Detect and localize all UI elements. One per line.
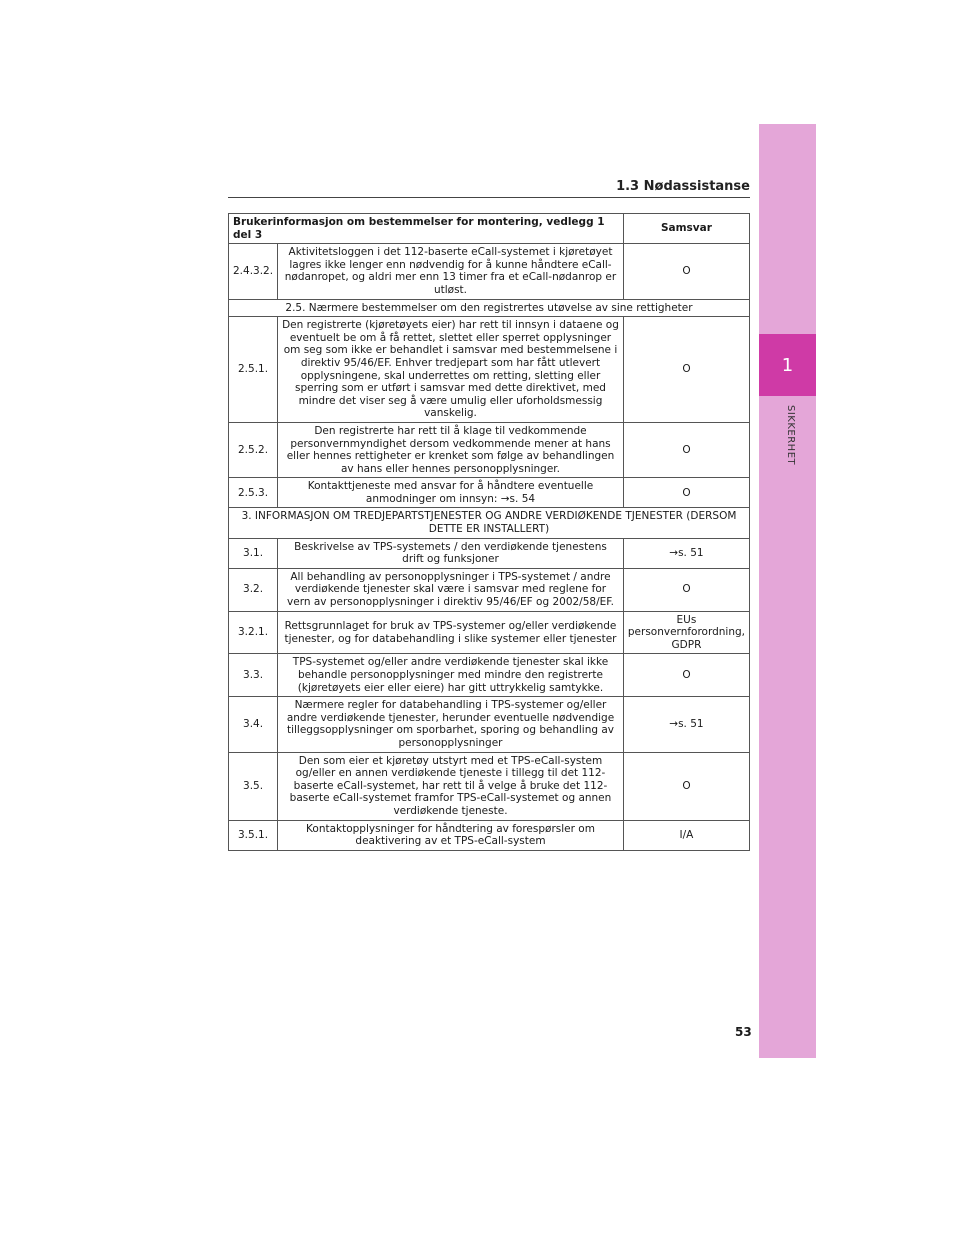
title-divider xyxy=(228,197,750,198)
table-row xyxy=(229,654,750,697)
table-header-row xyxy=(229,214,750,244)
compliance-table xyxy=(228,213,750,851)
row-number: 3.1. xyxy=(229,538,278,568)
row-number: 3.2. xyxy=(229,568,278,611)
row-compliance: O xyxy=(623,422,749,477)
row-number: 2.5.1. xyxy=(229,317,278,423)
row-compliance: I/A xyxy=(623,820,749,850)
row-number: 2.5.3. xyxy=(229,478,278,508)
table-row xyxy=(229,538,750,568)
row-compliance: EUs personvernforordning, GDPR xyxy=(623,611,749,654)
row-number: 3.4. xyxy=(229,697,278,752)
row-number: 2.5.2. xyxy=(229,422,278,477)
table-row xyxy=(229,478,750,508)
row-compliance: →s. 51 xyxy=(623,538,749,568)
table-row xyxy=(229,611,750,654)
row-number: 3.5.1. xyxy=(229,820,278,850)
table-row xyxy=(229,568,750,611)
section-heading: 2.5. Nærmere bestemmelser om den registrertes utøvelse av sine rettigheter xyxy=(229,299,750,317)
chapter-number-box xyxy=(759,334,816,396)
table-row xyxy=(229,317,750,423)
row-description: Den som eier et kjøretøy utstyrt med et TPS-eCall-system og/eller en annen verdiøkende tjeneste i tillegg til det 112-baserte eCall-systemet, har rett til å velge å bruke det 112-baserte eCall-systemet framfor TPS-eCall-systemet og annen verdiøkende tjeneste. xyxy=(278,752,624,820)
table-row xyxy=(229,697,750,752)
table-header-info: Brukerinformasjon om bestemmelser for montering, vedlegg 1 del 3 xyxy=(229,214,624,244)
table-row xyxy=(229,820,750,850)
table-row xyxy=(229,244,750,299)
row-description: Rettsgrunnlaget for bruk av TPS-systemer og/eller verdiøkende tjenester, og for databehandling i slike systemer eller tjenester xyxy=(278,611,624,654)
row-description: Den registrerte har rett til å klage til vedkommende personvernmyndighet dersom vedkommende mener at hans eller hennes rettigheter er krenket som følge av behandlingen av hans eller hennes personopplysninger. xyxy=(278,422,624,477)
row-description: Nærmere regler for databehandling i TPS-systemer og/eller andre verdiøkende tjenester, herunder eventuelle nødvendige tilleggsopplysninger om sporbarhet, sporing og behandling av personopplysninger xyxy=(278,697,624,752)
row-compliance: O xyxy=(623,317,749,423)
row-description: TPS-systemet og/eller andre verdiøkende tjenester skal ikke behandle personopplysninger med mindre den registrerte (kjøretøyets eier eller eiere) har gitt uttrykkelig samtykke. xyxy=(278,654,624,697)
page-number: 53 xyxy=(735,1025,752,1039)
row-description: Kontakttjeneste med ansvar for å håndtere eventuelle anmodninger om innsyn: →s. 54 xyxy=(278,478,624,508)
chapter-label: SIKKERHET xyxy=(785,405,796,466)
row-description: Den registrerte (kjøretøyets eier) har rett til innsyn i dataene og eventuelt be om å få rettet, slettet eller sperret opplysninger om seg som ikke er behandlet i samsvar med bestemmelsene i direktiv 95/46/EF. Enhver tredjepart som har fått utlevert opplysningene, skal underrettes om retting, sletting eller sperring som er utført i samsvar med dette direktivet, med mindre det viser seg å være umulig eller uforholdsmessig vanskelig. xyxy=(278,317,624,423)
table-row xyxy=(229,422,750,477)
table-section-row xyxy=(229,508,750,538)
section-title: 1.3 Nødassistanse xyxy=(616,179,750,194)
row-compliance: O xyxy=(623,752,749,820)
row-compliance: O xyxy=(623,244,749,299)
row-description: Beskrivelse av TPS-systemets / den verdiøkende tjenestens drift og funksjoner xyxy=(278,538,624,568)
table-header-compliance: Samsvar xyxy=(623,214,749,244)
table-row xyxy=(229,752,750,820)
row-compliance: O xyxy=(623,478,749,508)
row-description: Kontaktopplysninger for håndtering av forespørsler om deaktivering av et TPS-eCall-system xyxy=(278,820,624,850)
chapter-side-tab xyxy=(759,124,816,1058)
chapter-number: 1 xyxy=(781,354,794,376)
row-number: 3.2.1. xyxy=(229,611,278,654)
row-number: 3.3. xyxy=(229,654,278,697)
section-heading: 3. INFORMASJON OM TREDJEPARTSTJENESTER OG ANDRE VERDIØKENDE TJENESTER (DERSOM DETTE ER INSTALLERT) xyxy=(229,508,750,538)
row-compliance: →s. 51 xyxy=(623,697,749,752)
row-number: 2.4.3.2. xyxy=(229,244,278,299)
row-description: All behandling av personopplysninger i TPS-systemet / andre verdiøkende tjenester skal være i samsvar med reglene for vern av personopplysninger i direktiv 95/46/EF og 2002/58/EF. xyxy=(278,568,624,611)
row-compliance: O xyxy=(623,568,749,611)
table-section-row xyxy=(229,299,750,317)
row-compliance: O xyxy=(623,654,749,697)
row-number: 3.5. xyxy=(229,752,278,820)
row-description: Aktivitetsloggen i det 112-baserte eCall-systemet i kjøretøyet lagres ikke lenger enn nødvendig for å kunne håndtere eCall-nødanropet, og aldri mer enn 13 timer fra et eCall-nødanrop er utløst. xyxy=(278,244,624,299)
